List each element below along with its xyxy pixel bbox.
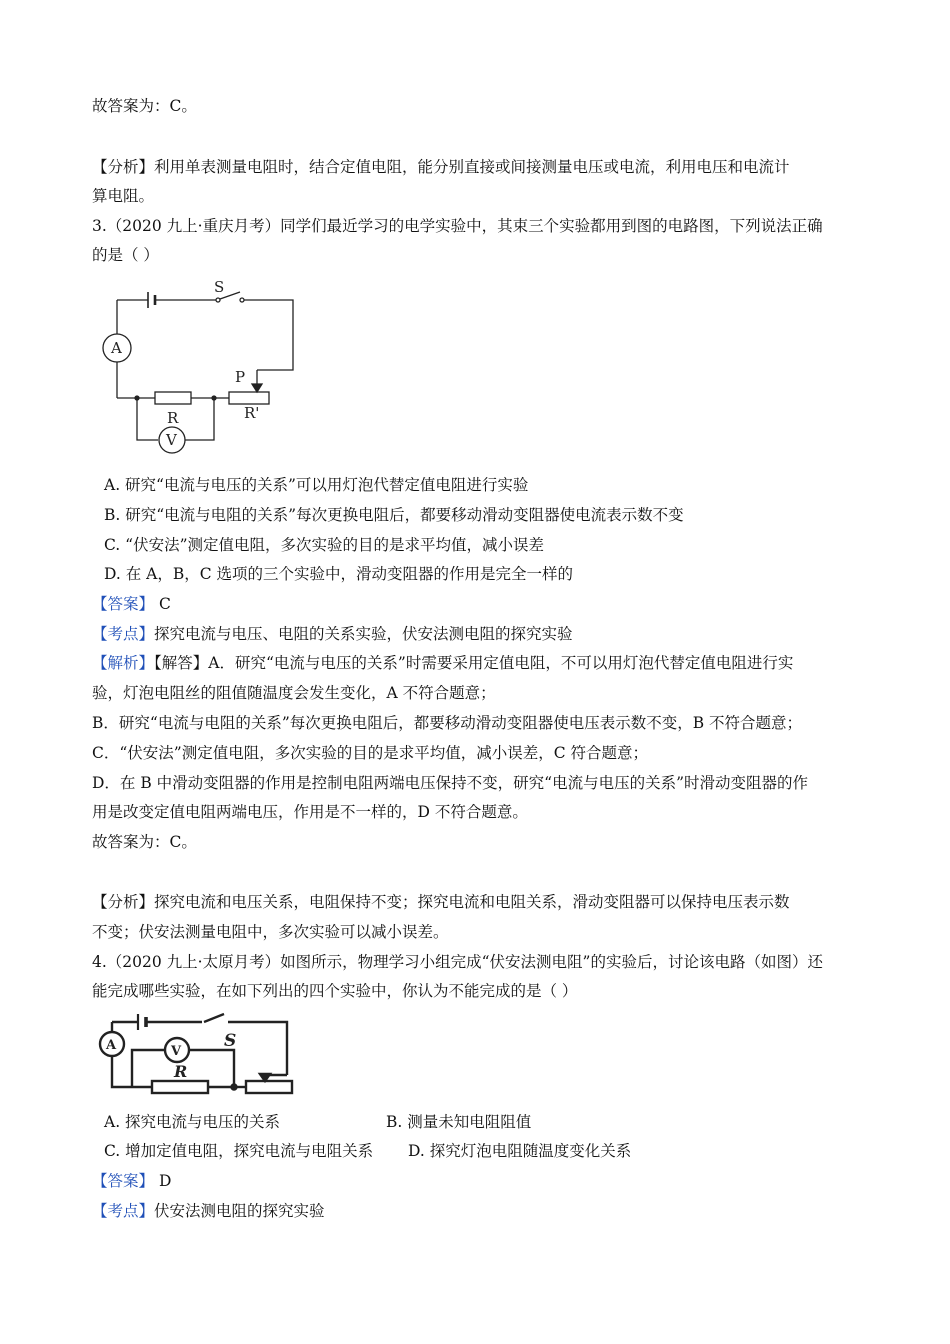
q3-point bbox=[92, 624, 573, 644]
q3-explain-line-2: 验，灯泡电阻丝的阻值随温度会发生变化，A 不符合题意； bbox=[92, 684, 496, 702]
q3-explain-line-4: C．“伏安法”测定值电阻，多次实验的目的是求平均值，减小误差，C 符合题意； bbox=[92, 744, 648, 762]
q4-option-b: B. 测量未知电阻阻值 bbox=[386, 1113, 532, 1131]
q3-final-answer: 故答案为：C。 bbox=[92, 833, 197, 851]
q3-ammeter-label: A bbox=[111, 339, 122, 357]
q3-stem-line-1: 3.（2020 九上·重庆月考）同学们最近学习的电学实验中，其束三个实验都用到图的电路图，下列说法正确 bbox=[92, 217, 823, 235]
q3-explain-line-3: B．研究“电流与电阻的关系”每次更换电阻后，都要移动滑动变阻器使电压表示数不变，B 不符合题意； bbox=[92, 714, 803, 732]
answer-tag: 【答案】 bbox=[92, 595, 155, 613]
q3-option-c: C. “伏安法”测定值电阻，多次实验的目的是求平均值，减小误差 bbox=[104, 536, 545, 554]
q4-resistor-label: R bbox=[174, 1062, 188, 1081]
q3-slider-label: P bbox=[235, 368, 246, 386]
q4-option-d: D. 探究灯泡电阻随温度变化关系 bbox=[408, 1142, 632, 1160]
q3-voltmeter-label: V bbox=[166, 431, 177, 449]
q3-point-text: 探究电流与电压、电阻的关系实验，伏安法测电阻的探究实验 bbox=[154, 625, 573, 643]
q4-stem-line-2: 能完成哪些实验，在如下列出的四个实验中，你认为不能完成的是（ ） bbox=[92, 982, 578, 1000]
q3-option-d: D. 在 A，B，C 选项的三个实验中，滑动变阻器的作用是完全一样的 bbox=[104, 565, 574, 583]
q4-answer bbox=[92, 1171, 171, 1191]
q4-circuit-diagram bbox=[94, 1012, 304, 1098]
analysis-tag: 【分析】 bbox=[92, 893, 155, 911]
point-tag: 【考点】 bbox=[92, 625, 155, 643]
q3-resistor-label: R bbox=[167, 409, 179, 427]
q4-stem-line-1: 4.（2020 九上·太原月考）如图所示，物理学习小组完成“伏安法测电阻”的实验后，讨论该电路（如图）还 bbox=[92, 953, 823, 971]
q3-explain-text-1: A．研究“电流与电压的关系”时需要采用定值电阻，不可以用灯泡代替定值电阻进行实 bbox=[208, 654, 794, 672]
q3-explain-line-1 bbox=[92, 653, 793, 673]
q3-option-b: B. 研究“电流与电阻的关系”每次更换电阻后，都要移动滑动变阻器使电流表示数不变 bbox=[104, 506, 684, 524]
q3-circuit-diagram bbox=[92, 278, 312, 458]
explain-tag: 【解析】 bbox=[92, 654, 155, 672]
q3-analysis-text-1: 探究电流和电压关系，电阻保持不变；探究电流和电阻关系，滑动变阻器可以保持电压表示数 bbox=[154, 893, 790, 911]
previous-analysis-line-1 bbox=[92, 157, 790, 177]
q3-option-a: A. 研究“电流与电压的关系”可以用灯泡代替定值电阻进行实验 bbox=[104, 476, 529, 494]
q3-analysis-line-1 bbox=[92, 892, 790, 912]
q3-rheostat-label: R' bbox=[244, 404, 260, 422]
point-tag: 【考点】 bbox=[92, 1202, 155, 1220]
q4-answer-value: D bbox=[154, 1172, 172, 1190]
q4-point-text: 伏安法测电阻的探究实验 bbox=[154, 1202, 325, 1220]
q4-voltmeter-label: V bbox=[171, 1044, 182, 1059]
previous-analysis-line-2: 算电阻。 bbox=[92, 187, 155, 205]
q3-explain-line-6: 用是改变定值电阻两端电压，作用是不一样的，D 不符合题意。 bbox=[92, 803, 528, 821]
q3-analysis-line-2: 不变；伏安法测量电阻中，多次实验可以减小误差。 bbox=[92, 923, 449, 941]
q4-option-a: A. 探究电流与电压的关系 bbox=[104, 1113, 281, 1131]
previous-analysis-text-1: 利用单表测量电阻时，结合定值电阻，能分别直接或间接测量电压或电流，利用电压和电流计 bbox=[154, 158, 790, 176]
q4-option-c: C. 增加定值电阻，探究电流与电阻关系 bbox=[104, 1142, 374, 1160]
q3-switch-label: S bbox=[214, 278, 225, 296]
q4-ammeter-label: A bbox=[106, 1038, 117, 1053]
q3-stem-line-2: 的是（ ） bbox=[92, 246, 159, 264]
answer-tag: 【答案】 bbox=[92, 1172, 155, 1190]
solve-tag: 【解答】 bbox=[154, 654, 209, 672]
q3-answer bbox=[92, 594, 171, 614]
q4-point bbox=[92, 1201, 325, 1221]
q3-explain-line-5: D．在 B 中滑动变阻器的作用是控制电阻两端电压保持不变，研究“电流与电压的关系”时滑动变阻器的作 bbox=[92, 774, 809, 792]
q4-switch-label: S bbox=[224, 1031, 237, 1051]
previous-final-answer: 故答案为：C。 bbox=[92, 97, 197, 115]
q3-answer-value: C bbox=[154, 595, 171, 613]
analysis-tag: 【分析】 bbox=[92, 158, 155, 176]
